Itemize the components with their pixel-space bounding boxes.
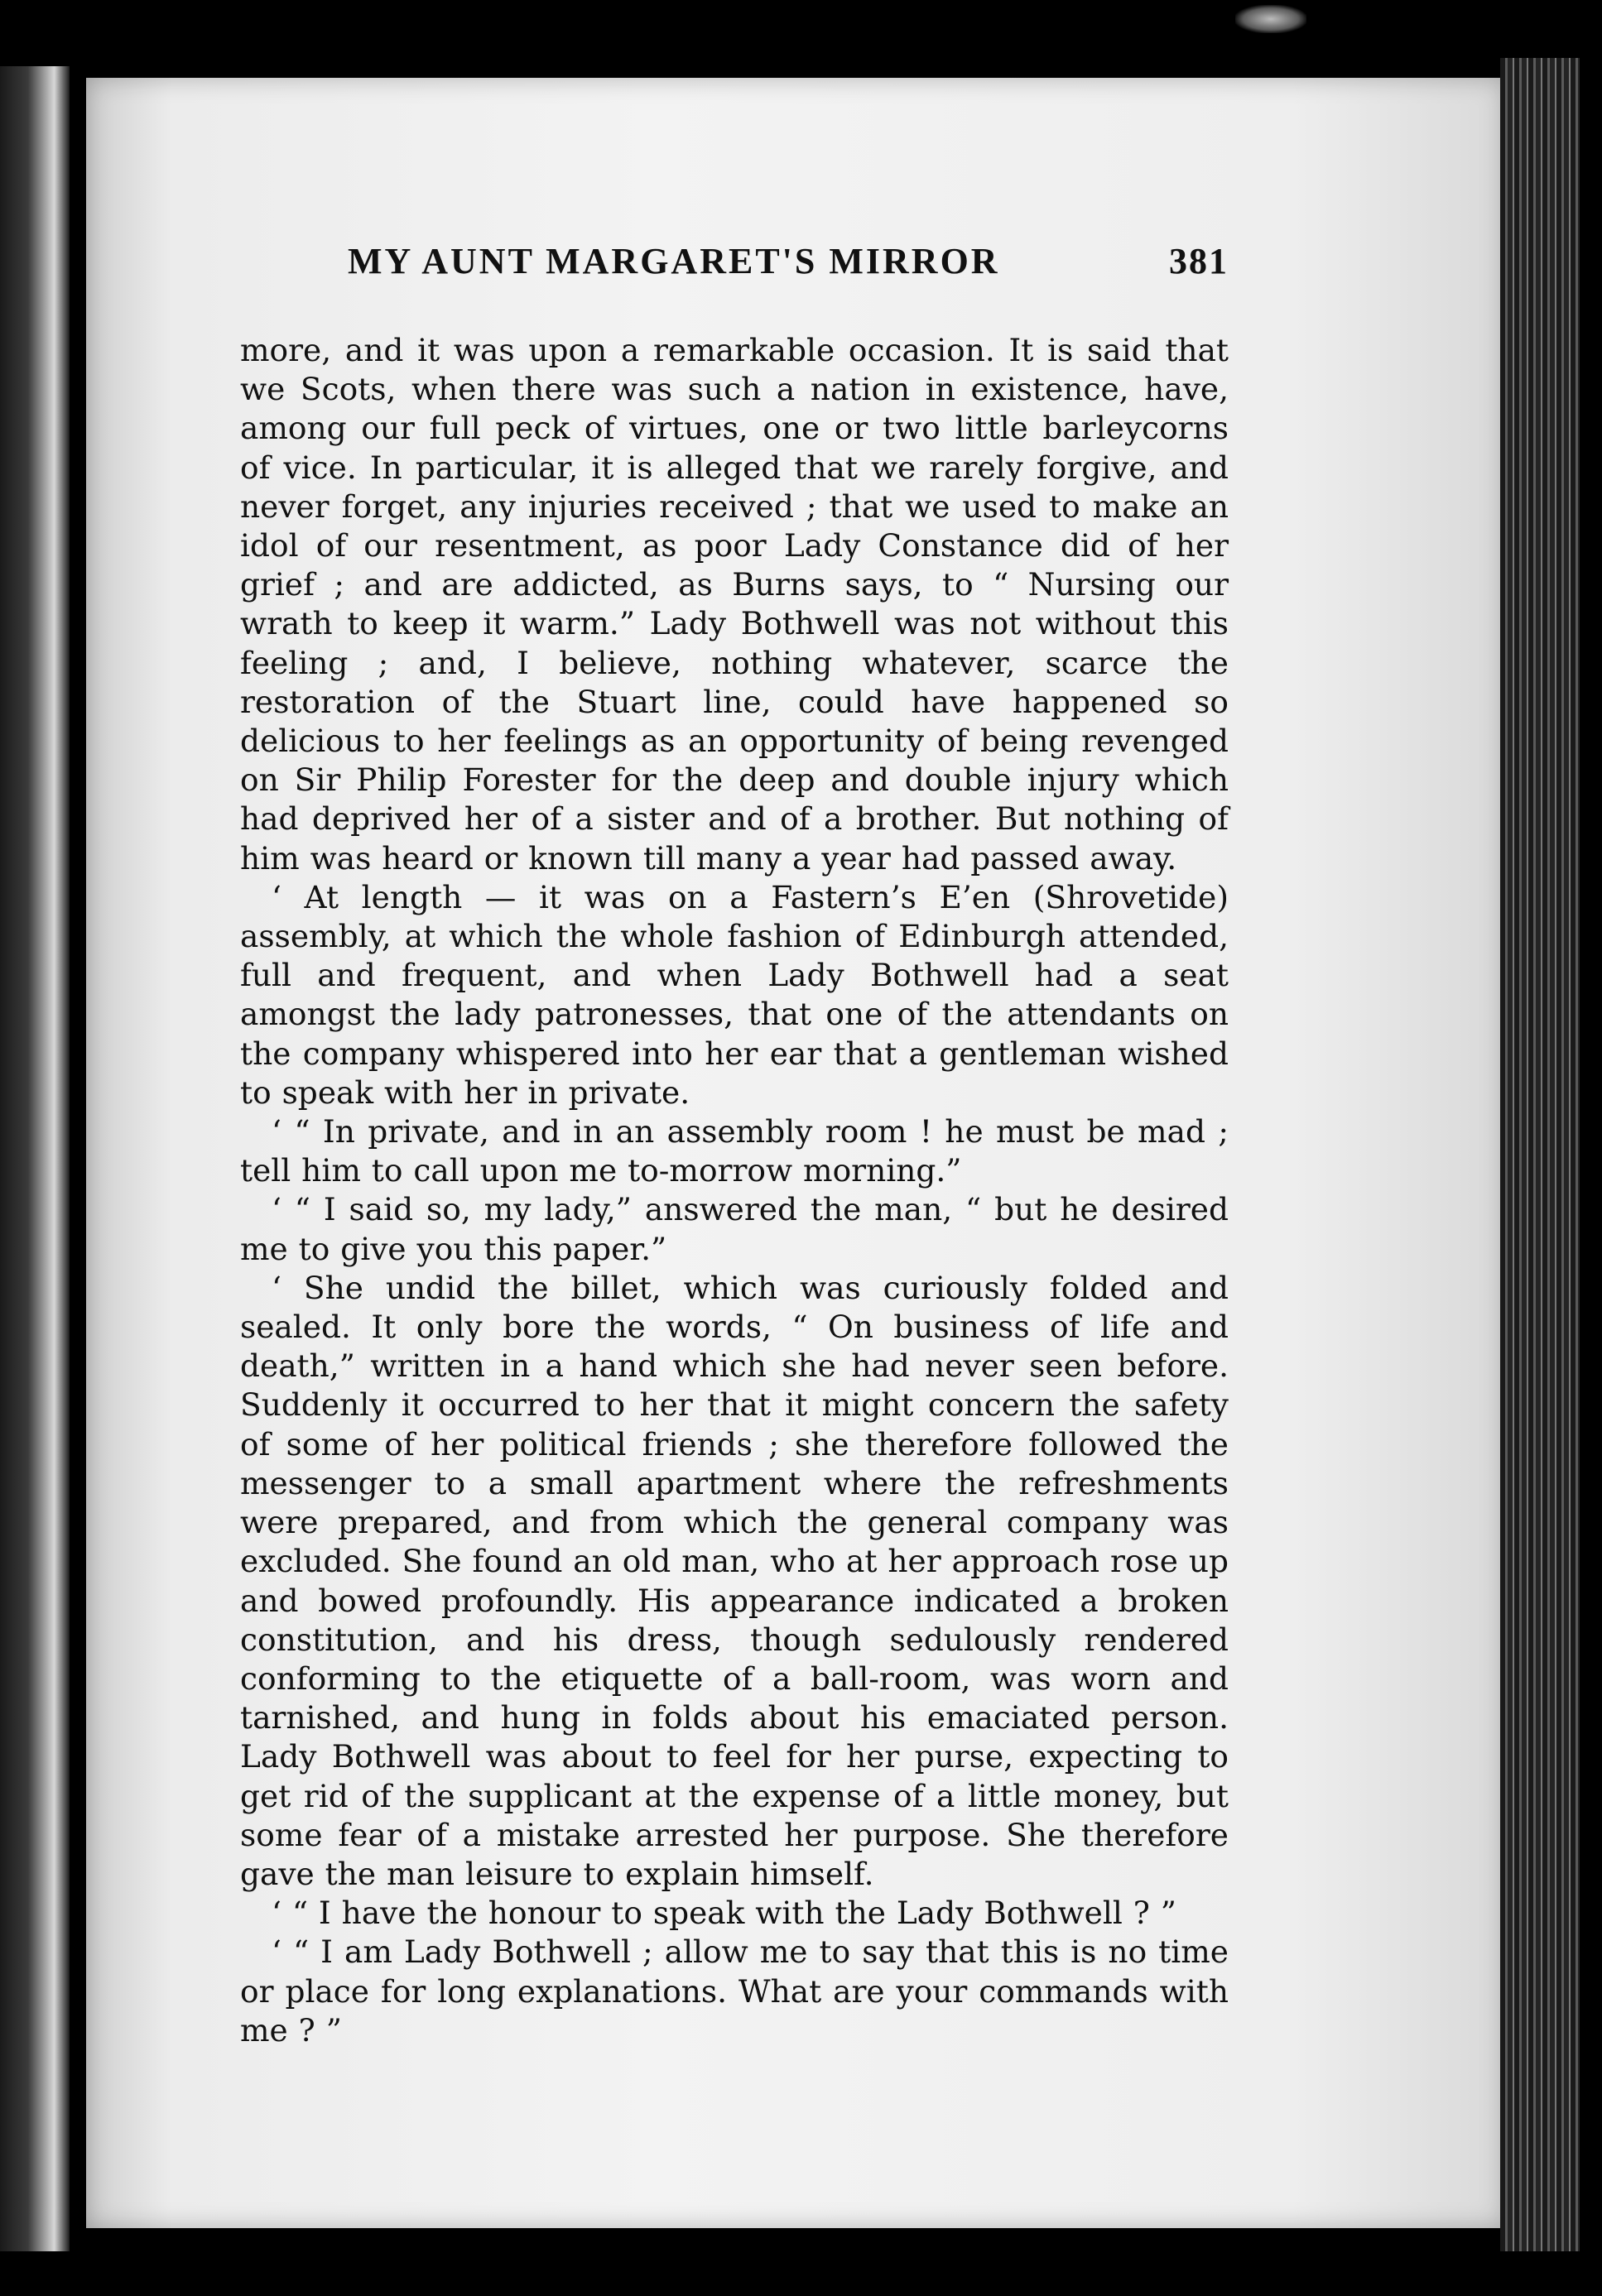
paragraph: ‘ “ I said so, my lady,” answered the man, “ but he desired me to give you this paper.” [240,1191,1229,1267]
page-edges [1500,58,1580,2251]
paragraph: ‘ “ I am Lady Bothwell ; allow me to say that this is no time or place for long explanations. What are your commands with me ? ” [240,1933,1229,2049]
running-title: MY AUNT MARGARET'S MIRROR [348,241,1000,281]
page-content [240,240,1229,2050]
paragraph: more, and it was upon a remarkable occasion. It is said that we Scots, when there was such a nation in existence, have, among our full peck of virtues, one or two little barleycorns of vice. In particular, it is alleged that we rarely forgive, and never forget, any injuries received ; that we used to make an idol of our resentment, as poor Lady Constance did of her grief ; and are addicted, as Burns says, to “ Nursing our wrath to keep it warm.” Lady Bothwell was not without this feeling ; and, I believe, nothing whatever, scarce the restoration of the Stuart line, could have happened so delicious to her feelings as an opportunity of being revenged on Sir Philip Forester for the deep and double injury which had deprived her of a sister and of a brother. But nothing of him was heard or known till many a year had passed away. [240,332,1229,877]
paragraph: ‘ She undid the billet, which was curiously folded and sealed. It only bore the words, “ On business of life and death,” written in a hand which she had never seen before. Suddenly it occurred to her that it might concern the safety of some of her political friends ; she therefore followed the messenger to a small apartment where the refreshments were prepared, and from which the general company was excluded. She found an old man, who at her approach rose up and bowed profoundly. His appearance indicated a broken constitution, and his dress, though sedulously rendered conforming to the etiquette of a ball-room, was worn and tarnished, and hung in folds about his emaciated person. Lady Bothwell was about to feel for her purse, expecting to get rid of the supplicant at the expense of a little money, but some fear of a mistake arrested her purpose. She therefore gave the man leisure to explain himself. [240,1269,1229,1892]
paragraph: ‘ “ In private, and in an assembly room ! he must be mad ; tell him to call upon me to-morrow morning.” [240,1113,1229,1189]
paragraph: ‘ At length — it was on a Fastern’s E’en (Shrovetide) assembly, at which the whole fashion of Edinburgh attended, full and frequent, and when Lady Bothwell had a seat amongst the lady patronesses, that one of the attendants on the company whispered into her ear that a gentleman wished to speak with her in private. [240,878,1229,1111]
facing-page-edge [0,66,70,2251]
running-header [240,240,1229,306]
page-number: 381 [1169,241,1229,281]
scan-artifact [1235,5,1306,33]
paragraph: ‘ “ I have the honour to speak with the Lady Bothwell ? ” [272,1895,1176,1932]
